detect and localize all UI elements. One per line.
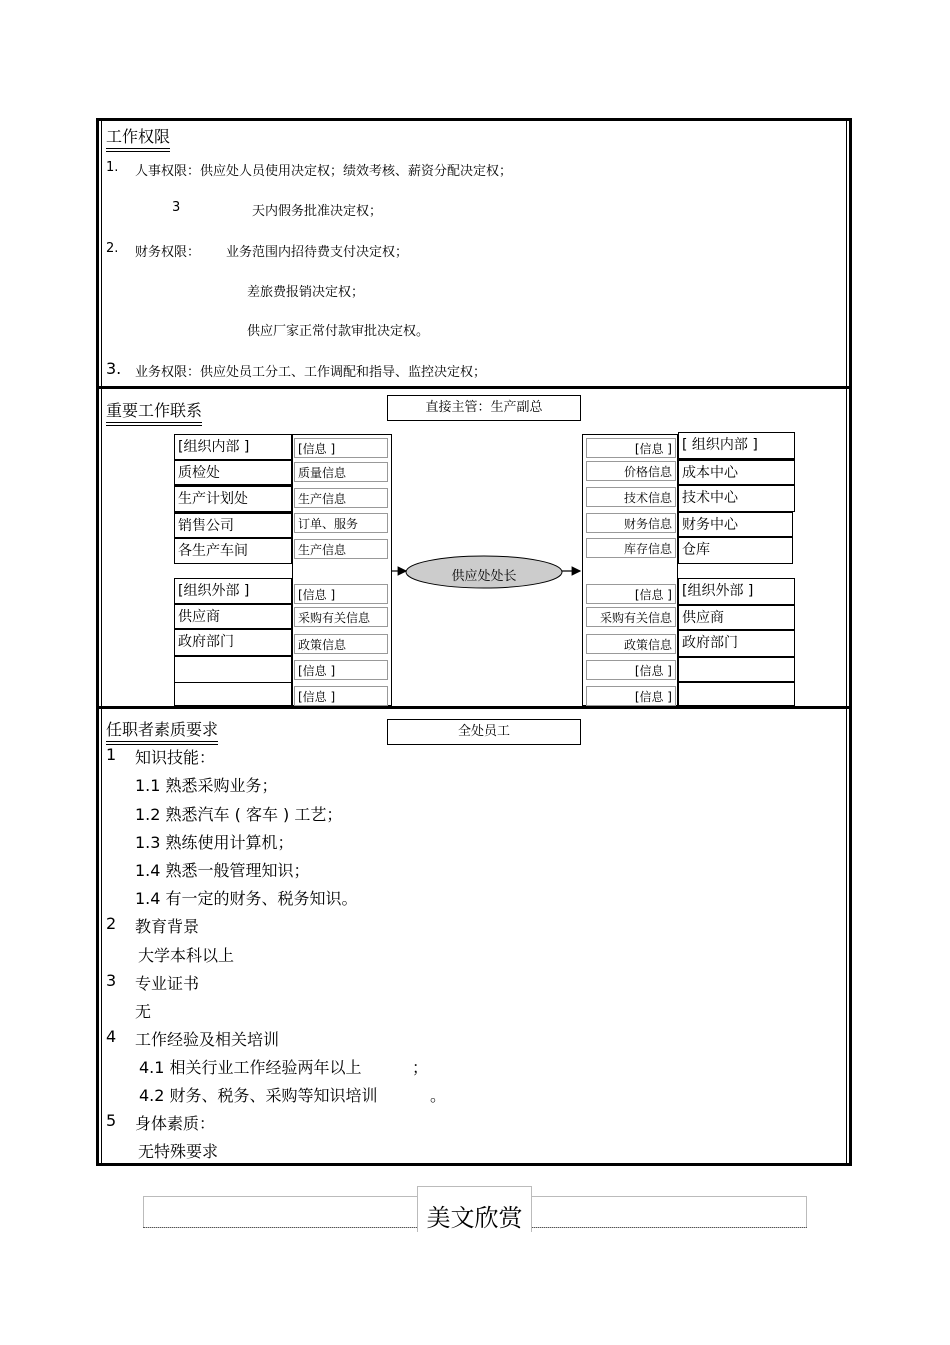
left-external-info: 采购有关信息	[294, 607, 388, 627]
supervisor-box: 直接主管：生产副总	[387, 395, 581, 421]
req-line: 1.4 熟悉一般管理知识；	[135, 861, 310, 880]
left-internal-info-header: [信息 ]	[294, 438, 388, 458]
right-internal-info: 技术信息	[586, 487, 676, 507]
right-external-org: 政府部门	[678, 630, 795, 657]
right-external-info-header: [信息 ]	[586, 584, 676, 604]
left-internal-org: 质检处	[174, 459, 292, 486]
section-divider	[96, 706, 852, 709]
left-external-org: 政府部门	[174, 629, 292, 656]
left-external-info-header: [信息 ]	[294, 584, 388, 604]
left-internal-org: 各生产车间	[174, 538, 292, 564]
authority-line: 天内假务批准决定权；	[252, 204, 383, 219]
authority-title: 工作权限	[106, 124, 170, 149]
left-external-org	[174, 656, 292, 683]
right-internal-info: 财务信息	[586, 513, 676, 533]
req-line: 大学本科以上	[138, 946, 235, 965]
right-external-info: 采购有关信息	[586, 607, 676, 627]
req-num: 5	[106, 1111, 117, 1130]
right-external-info: 政策信息	[586, 634, 676, 654]
req-line: 无特殊要求	[138, 1142, 219, 1161]
left-internal-info: 质量信息	[294, 462, 388, 482]
req-line: 1.3 熟练使用计算机；	[135, 833, 294, 852]
left-internal-org: 生产计划处	[174, 486, 292, 512]
left-external-org: 供应商	[174, 603, 292, 630]
req-line: 教育背景	[135, 917, 200, 936]
left-internal-info: 生产信息	[294, 539, 388, 559]
req-line: 身体素质：	[135, 1114, 216, 1133]
req-num: 4	[106, 1027, 117, 1046]
req-line: 1.1 熟悉采购业务；	[135, 776, 278, 795]
req-line-punct: ；	[412, 1058, 429, 1077]
center-role-label: 供应处处长	[451, 569, 517, 584]
req-line: 工作经验及相关培训	[135, 1030, 280, 1049]
authority-line-label: 财务权限：	[135, 245, 201, 260]
req-num: 3	[106, 971, 117, 990]
authority-line: 差旅费报销决定权；	[247, 285, 365, 300]
right-external-org	[678, 656, 795, 683]
left-external-info: [信息 ]	[294, 660, 388, 680]
authority-line-num: 3	[172, 200, 181, 215]
requirements-title: 任职者素质要求	[106, 717, 218, 742]
authority-line: 供应厂家正常付款审批决定权。	[247, 324, 430, 339]
req-line: 无	[135, 1002, 152, 1021]
left-internal-header: [组织内部 ]	[174, 434, 292, 460]
right-external-header: [组织外部 ]	[678, 578, 795, 605]
frame-inner-line-right	[846, 121, 847, 1164]
right-internal-info: 价格信息	[586, 461, 676, 481]
right-external-info: [信息 ]	[586, 660, 676, 680]
req-line: 1.2 熟悉汽车 ( 客车 ) 工艺；	[135, 805, 343, 824]
left-external-info: [信息 ]	[294, 686, 388, 706]
right-internal-org: 财务中心	[678, 511, 793, 538]
authority-line: 业务范围内招待费支付决定权；	[226, 245, 409, 260]
authority-line-num: 1.	[106, 160, 119, 175]
req-line-punct: 。	[430, 1086, 447, 1105]
right-internal-org: 仓库	[678, 537, 793, 564]
req-line: 1.4 有一定的财务、税务知识。	[135, 889, 358, 908]
authority-line-num: 3.	[106, 359, 122, 378]
subordinates-box: 全处员工	[387, 719, 581, 745]
left-internal-info: 订单、服务	[294, 513, 388, 533]
req-line: 4.1 相关行业工作经验两年以上	[139, 1058, 362, 1077]
left-internal-org: 销售公司	[174, 512, 292, 539]
relations-title: 重要工作联系	[106, 398, 202, 423]
authority-line-num: 2.	[106, 241, 119, 256]
req-num: 2	[106, 914, 117, 933]
right-internal-org: 成本中心	[678, 459, 795, 486]
req-line: 专业证书	[135, 974, 200, 993]
right-internal-org: 技术中心	[678, 485, 795, 512]
req-num: 1	[106, 745, 117, 764]
right-external-org	[678, 682, 795, 706]
right-internal-header: [ 组织内部 ]	[678, 432, 795, 459]
frame-inner-line-left	[101, 121, 102, 1164]
right-internal-info-header: [信息 ]	[586, 438, 676, 458]
right-external-info: [信息 ]	[586, 686, 676, 706]
left-external-org	[174, 682, 292, 706]
authority-line: 人事权限：供应处人员使用决定权；绩效考核、薪资分配决定权；	[135, 164, 513, 179]
authority-line: 业务权限：供应处员工分工、工作调配和指导、监控决定权；	[135, 365, 487, 380]
section-divider	[96, 386, 852, 389]
right-external-org: 供应商	[678, 604, 795, 631]
footer-title: 美文欣赏	[426, 1204, 523, 1232]
left-external-info: 政策信息	[294, 634, 388, 654]
left-internal-info: 生产信息	[294, 488, 388, 508]
right-internal-info: 库存信息	[586, 538, 676, 558]
req-line: 4.2 财务、税务、采购等知识培训	[139, 1086, 378, 1105]
left-external-header: [组织外部 ]	[174, 578, 292, 604]
req-line: 知识技能：	[135, 748, 216, 767]
